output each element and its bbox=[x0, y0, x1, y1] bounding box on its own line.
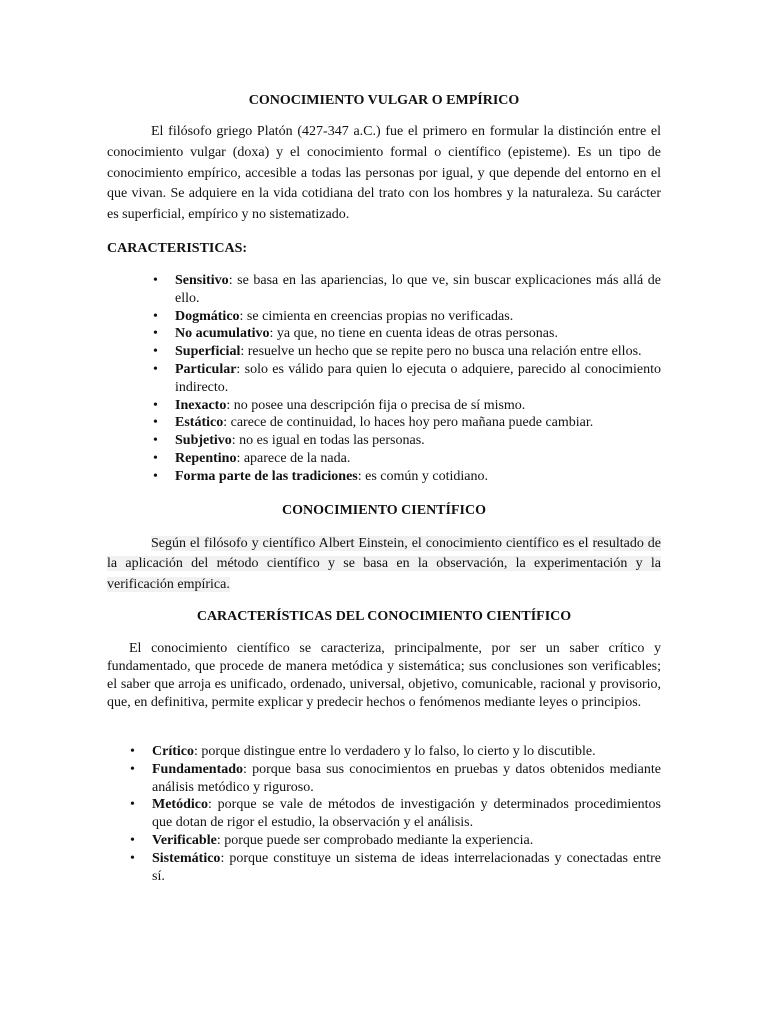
bullet-icon: • bbox=[153, 308, 158, 324]
bullet-icon: • bbox=[153, 326, 158, 342]
title-conocimiento-vulgar: CONOCIMIENTO VULGAR O EMPÍRICO bbox=[248, 93, 520, 108]
list-item: • Fundamentado: porque basa sus conocimientos en pruebas y datos obtenidos mediante análisis metódico y riguroso. bbox=[130, 761, 661, 795]
bullet-icon: • bbox=[130, 743, 135, 759]
bullet-icon: • bbox=[153, 468, 158, 484]
list-item: • Forma parte de las tradiciones: es común y cotidiano. bbox=[153, 468, 489, 484]
paragraph-vulgar: El filósofo griego Platón (427-347 a.C.) fue el primero en formular la distinción entre el conocimiento vulgar (doxa) y el conocimiento formal o científico (episteme). Es un tipo de conocimiento empírico, accesible a todas las personas por igual, y que depende del entorno en el que vivan. Se adquiere en la vida cotidiana del trato con los hombres y la naturaleza. Su carácter es superficial, empírico y no sistematizado. bbox=[107, 124, 661, 223]
bullet-icon: • bbox=[153, 433, 158, 449]
list-item: • Sistemático: porque constituye un sistema de ideas interrelacionadas y conectadas entre sí. bbox=[130, 850, 661, 884]
list-item: • Repentino: aparece de la nada. bbox=[153, 450, 351, 466]
heading-caracteristicas: CARACTERISTICAS: bbox=[107, 240, 248, 256]
bullet-icon: • bbox=[153, 397, 158, 413]
list-item: • Estático: carece de continuidad, lo haces hoy pero mañana puede cambiar. bbox=[153, 415, 594, 431]
paragraph-cientifico: Según el filósofo y científico Albert Einstein, el conocimiento científico es el resultado de la aplicación del método científico y se basa en la observación, la experimentación y la verificación empírica. bbox=[107, 535, 662, 593]
title-conocimiento-cientifico: CONOCIMIENTO CIENTÍFICO bbox=[282, 502, 486, 518]
list-item: • No acumulativo: ya que, no tiene en cuenta ideas de otras personas. bbox=[153, 326, 558, 342]
list-item: • Inexacto: no posee una descripción fija o precisa de sí mismo. bbox=[153, 397, 526, 413]
list-item: • Superficial: resuelve un hecho que se repite pero no busca una relación entre ellos. bbox=[153, 344, 642, 360]
bullet-icon: • bbox=[153, 272, 158, 288]
list-item: • Particular: solo es válido para quien lo ejecuta o adquiere, parecido al conocimiento indirecto. bbox=[153, 361, 661, 395]
list-item: • Metódico: porque se vale de métodos de investigación y determinados procedimientos que dotan de rigor el estudio, la observación y el análisis. bbox=[130, 797, 661, 831]
list-item: • Dogmático: se cimienta en creencias propias no verificadas. bbox=[153, 308, 514, 324]
bullet-icon: • bbox=[130, 832, 135, 848]
list-item: • Sensitivo: se basa en las apariencias, lo que ve, sin buscar explicaciones más allá de ello. bbox=[153, 272, 661, 306]
paragraph-caracteristicas-cientifico: El conocimiento científico se caracteriza, principalmente, por ser un saber crítico y fundamentado, que procede de manera metódica y sistemática; sus conclusiones son verificables; el saber que arroja es unificado, ordenado, universal, objetivo, comunicable, racional y provisorio, que, en definitiva, permite explicar y predecir hechos o fenómenos mediante leyes o principios. bbox=[107, 640, 661, 710]
bullet-icon: • bbox=[153, 450, 158, 466]
bullet-icon: • bbox=[153, 361, 158, 377]
title-caracteristicas-cientifico: CARACTERÍSTICAS DEL CONOCIMIENTO CIENTÍFICO bbox=[196, 608, 572, 624]
list-vulgar-characteristics bbox=[153, 272, 661, 486]
list-item: • Subjetivo: no es igual en todas las personas. bbox=[153, 433, 425, 449]
list-item: • Crítico: porque distingue entre lo verdadero y lo falso, lo cierto y lo discutible. bbox=[130, 743, 596, 759]
bullet-icon: • bbox=[130, 797, 135, 813]
bullet-icon: • bbox=[130, 761, 135, 777]
bullet-icon: • bbox=[153, 415, 158, 431]
list-scientific-characteristics bbox=[130, 743, 661, 885]
bullet-icon: • bbox=[130, 850, 135, 866]
bullet-icon: • bbox=[153, 344, 158, 360]
list-item: • Verificable: porque puede ser comprobado mediante la experiencia. bbox=[130, 832, 534, 848]
